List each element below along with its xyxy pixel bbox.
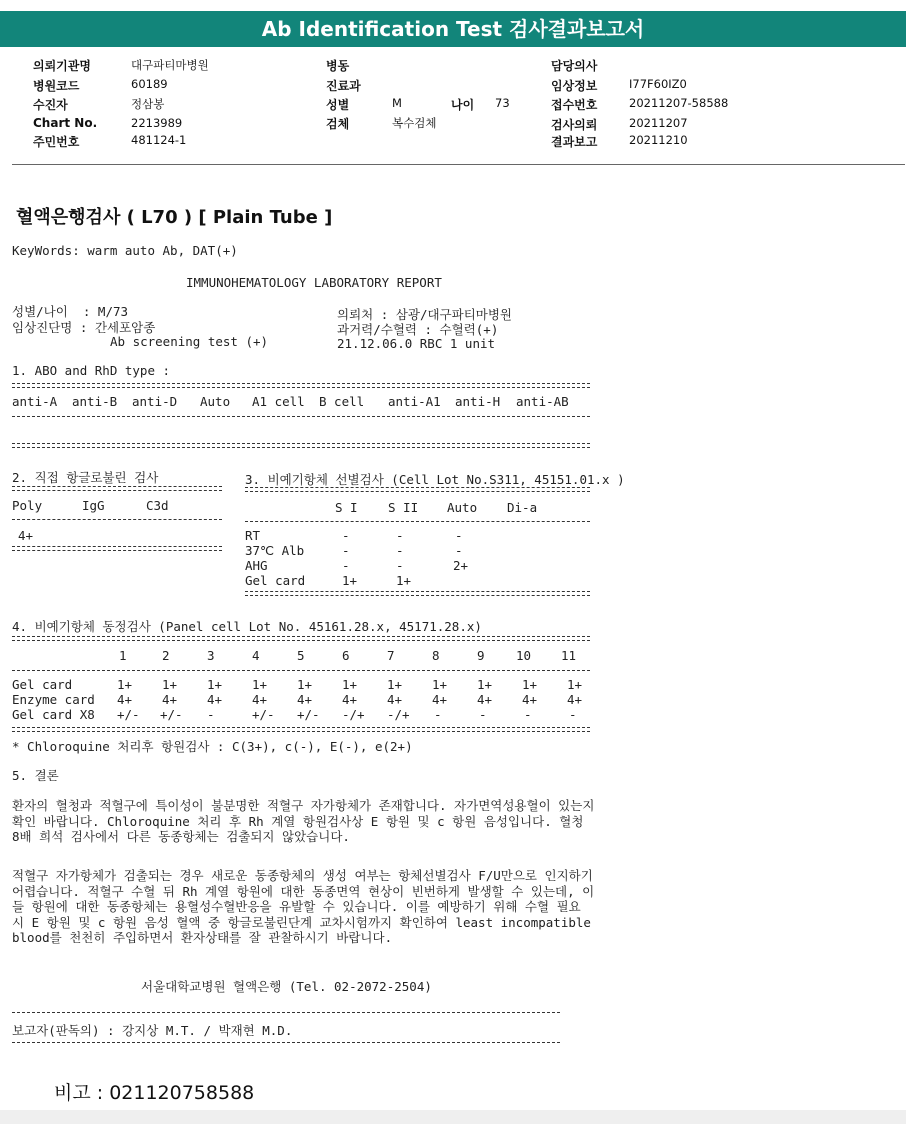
panel-col-header: 11 bbox=[561, 648, 577, 663]
abo-header: A1 cell bbox=[252, 394, 305, 409]
diagnosis: 임상진단명 : 간세포암종 bbox=[12, 320, 156, 335]
panel-col-header: 8 bbox=[432, 648, 440, 663]
double-rule bbox=[245, 591, 590, 596]
panel-cell: 1+ bbox=[117, 677, 133, 692]
panel-cell: - bbox=[524, 707, 532, 722]
dat-header: C3d bbox=[146, 498, 169, 513]
screen-row-label: AHG bbox=[245, 558, 268, 573]
double-rule bbox=[12, 636, 590, 641]
section2-title: 2. 직접 항글로불린 검사 bbox=[12, 470, 159, 485]
screen-cell: - bbox=[342, 528, 350, 543]
panel-cell: 4+ bbox=[162, 692, 178, 707]
panel-cell: - bbox=[207, 707, 215, 722]
abo-header: anti-D bbox=[132, 394, 178, 409]
double-rule bbox=[12, 443, 590, 448]
panel-col-header: 9 bbox=[477, 648, 485, 663]
lab-title: IMMUNOHEMATOLOGY LABORATORY REPORT bbox=[186, 275, 442, 290]
dat-header: Poly bbox=[12, 498, 43, 513]
abo-header: anti-A1 bbox=[388, 394, 441, 409]
double-rule bbox=[12, 546, 222, 551]
panel-cell: 1+ bbox=[342, 677, 358, 692]
report-banner: Ab Identification Test 검사결과보고서 bbox=[0, 11, 906, 47]
screen-cell: 1+ bbox=[396, 573, 412, 588]
section1-title: 1. ABO and RhD type : bbox=[12, 363, 171, 378]
panel-cell: +/- bbox=[297, 707, 320, 722]
panel-row-label: Gel card bbox=[12, 677, 73, 692]
panel-cell: 1+ bbox=[297, 677, 313, 692]
panel-cell: 1+ bbox=[252, 677, 268, 692]
screen-cell: - bbox=[342, 558, 350, 573]
panel-cell: 1+ bbox=[432, 677, 448, 692]
panel-cell: 4+ bbox=[252, 692, 268, 707]
panel-cell: +/- bbox=[160, 707, 183, 722]
rbc-unit: 21.12.06.0 RBC 1 unit bbox=[337, 336, 496, 351]
referrer: 의뢰처 : 삼광/대구파티마병원 bbox=[337, 307, 513, 322]
panel-cell: +/- bbox=[252, 707, 275, 722]
panel-cell: 4+ bbox=[522, 692, 538, 707]
screen-header: Di-a bbox=[507, 500, 538, 515]
panel-row-label: Gel card X8 bbox=[12, 707, 95, 722]
abo-header: B cell bbox=[319, 394, 365, 409]
abo-header: anti-AB bbox=[516, 394, 569, 409]
keywords: KeyWords: warm auto Ab, DAT(+) bbox=[12, 243, 238, 258]
panel-cell: - bbox=[479, 707, 487, 722]
section4-title: 4. 비예기항체 동정검사 (Panel cell Lot No. 45161.28.x, 45171.28.x) bbox=[12, 619, 482, 634]
hospital-contact: 서울대학교병원 혈액은행 (Tel. 02-2072-2504) bbox=[141, 979, 432, 994]
rule bbox=[245, 521, 590, 522]
panel-col-header: 2 bbox=[162, 648, 170, 663]
rule bbox=[12, 519, 222, 520]
double-rule bbox=[12, 383, 590, 388]
rule bbox=[12, 1012, 560, 1013]
panel-col-header: 4 bbox=[252, 648, 260, 663]
abo-header: anti-H bbox=[455, 394, 501, 409]
header-divider bbox=[12, 164, 905, 165]
reporter: 보고자(판독의) : 강지상 M.T. / 박재현 M.D. bbox=[12, 1023, 293, 1038]
panel-col-header: 6 bbox=[342, 648, 350, 663]
panel-cell: 1+ bbox=[567, 677, 583, 692]
report-page: Ab Identification Test 검사결과보고서 의뢰기관명 대구파티마병원 병원코드 60189 수진자 정삼봉 Chart No. 2213989 주민번호 481124-1 병동 진료과 성별 M 검체 복수검체 나이 73 담당의사 임상정보 I77F60IZ0 접수번호 20211207-58588 검사의뢰 20211207 결과보고 20211210 혈액은행검사 ( L70 ) [ Plain Tube ] KeyWords: warm auto Ab, DAT(+) IMMUNOHEMATOLOGY LABORATORY REPORT 성별/나이 : M/73 임상진단명 : 간세포암종 Ab screening test (+) 의뢰처 : 삼광/대구파티마병원 과거력/수혈력 : 수혈력(+) 21.12.06.0 RBC 1 unit 1. ABO and RhD type : anti-A anti-B anti-D Auto A1 cell B cell anti-A1 anti-H anti-AB 2. 직접 항글로불린 검사 Poly IgG C3d 4+ 3. 비예기항체 선별검사 (Cell Lot No.S311, 45151.01.x ) S I S II Auto Di-a RT - - - 37℃ Alb - - - AHG - - 2+ Gel card 1+ 1+ 4. 비예기항체 동정검사 (Panel cell Lot No. 45161.28.x, 45171.28.x) 1 2 3 4 5 6 7 8 9 10 11 Gel card 1+ 1+ 1+ 1+ 1+ 1+ 1+ 1+ 1+ 1+ 1+ Enzyme card 4+ 4+ 4+ 4+ 4+ 4+ 4+ 4+ 4+ 4+ 4+ Gel card X8 +/- +/- - +/- +/- -/+ -/+ - - - - * Chloroquine 처리후 항원검사 : C(3+), c(-), E(-), e(2+) 5. 결론 환자의 혈청과 적혈구에 특이성이 불분명한 적혈구 자가항체가 존재합니다. 자가면역성용혈이 있는지 확인 바랍니다. Chloroquine 처리 후 Rh 계열 항원검사상 E 항원 및 c 항원 음성입니다. 혈청 8배 희석 검사에서 다른 동종항체는 검출되지 않았습니다. 적혈구 자가항체가 검출되는 경우 새로운 동종항체의 생성 여부는 항체선별검사 F/U만으로 인지하기 어렵습니다. 적혈구 수혈 뒤 Rh 계열 항원에 대한 동종면역 현상이 빈번하게 발생할 수 있는데, 이들 항원에 대한 동종항체는 용혈성수혈반응을 유발할 수 있습니다. 이를 예방하기 위해 수혈 필요 시 E 항원 및 c 항원 음성 혈액 중 항글로불린단계 교차시험까지 확인하여 least incompatible blood를 천천히 주입하면서 환자상태를 잘 관찰하시기 바랍니다. 서울대학교병원 혈액은행 (Tel. 02-2072-2504) 보고자(판독의) : 강지상 M.T. / 박재현 M.D. 비고 : 021120758588 bbox=[0, 0, 906, 1110]
screen-cell: 2+ bbox=[453, 558, 469, 573]
panel-cell: 1+ bbox=[387, 677, 403, 692]
screen-cell: 1+ bbox=[342, 573, 358, 588]
transfusion-history: 과거력/수혈력 : 수혈력(+) bbox=[337, 322, 499, 337]
panel-row-label: Enzyme card bbox=[12, 692, 95, 707]
screen-header: Auto bbox=[447, 500, 478, 515]
panel-cell: 4+ bbox=[342, 692, 358, 707]
screen-row-label: RT bbox=[245, 528, 261, 543]
panel-col-header: 3 bbox=[207, 648, 215, 663]
panel-cell: 1+ bbox=[522, 677, 538, 692]
rule bbox=[12, 1042, 560, 1043]
panel-cell: 4+ bbox=[387, 692, 403, 707]
abo-header: anti-B bbox=[72, 394, 118, 409]
dat-header: IgG bbox=[82, 498, 105, 513]
panel-cell: 4+ bbox=[207, 692, 223, 707]
section3-title: 3. 비예기항체 선별검사 (Cell Lot No.S311, 45151.01.x ) bbox=[245, 472, 625, 487]
panel-cell: -/+ bbox=[342, 707, 365, 722]
abo-header: anti-A bbox=[12, 394, 58, 409]
rule bbox=[12, 416, 590, 417]
chloroquine-note: * Chloroquine 처리후 항원검사 : C(3+), c(-), E(-), e(2+) bbox=[12, 739, 413, 754]
panel-col-header: 10 bbox=[516, 648, 532, 663]
panel-cell: 4+ bbox=[117, 692, 133, 707]
panel-col-header: 7 bbox=[387, 648, 395, 663]
double-rule bbox=[12, 486, 222, 491]
screen-row-label: Gel card bbox=[245, 573, 306, 588]
panel-cell: 1+ bbox=[207, 677, 223, 692]
panel-cell: +/- bbox=[117, 707, 140, 722]
panel-cell: 4+ bbox=[477, 692, 493, 707]
panel-cell: 4+ bbox=[297, 692, 313, 707]
screen-cell: - bbox=[455, 528, 463, 543]
panel-cell: 4+ bbox=[567, 692, 583, 707]
screen-cell: - bbox=[396, 528, 404, 543]
screen-cell: - bbox=[455, 543, 463, 558]
screen-result: Ab screening test (+) bbox=[110, 334, 269, 349]
double-rule bbox=[12, 727, 590, 732]
panel-col-header: 1 bbox=[119, 648, 127, 663]
rule bbox=[12, 670, 590, 671]
screen-header: S I bbox=[335, 500, 358, 515]
sex-age: 성별/나이 : M/73 bbox=[12, 304, 129, 319]
double-rule bbox=[245, 487, 590, 492]
footer-note: 비고 : 021120758588 bbox=[54, 1082, 255, 1104]
conclusion-paragraph: 환자의 혈청과 적혈구에 특이성이 불분명한 적혈구 자가항체가 존재합니다. 자가면역성용혈이 있는지 확인 바랍니다. Chloroquine 처리 후 Rh 계열 항원검사상 E 항원 및 c 항원 음성입니다. 혈청 8배 희석 검사에서 다른 동종항체는 검출되지 않았습니다. bbox=[12, 798, 595, 844]
abo-header: Auto bbox=[200, 394, 231, 409]
screen-row-label: 37℃ Alb bbox=[245, 543, 305, 558]
screen-cell: - bbox=[396, 543, 404, 558]
screen-header: S II bbox=[388, 500, 419, 515]
dat-value: 4+ bbox=[18, 528, 34, 543]
panel-cell: - bbox=[434, 707, 442, 722]
panel-cell: 1+ bbox=[162, 677, 178, 692]
screen-cell: - bbox=[396, 558, 404, 573]
conclusion-paragraph: 적혈구 자가항체가 검출되는 경우 새로운 동종항체의 생성 여부는 항체선별검사 F/U만으로 인지하기 어렵습니다. 적혈구 수혈 뒤 Rh 계열 항원에 대한 동종면역 현상이 빈번하게 발생할 수 있는데, 이들 항원에 대한 동종항체는 용혈성수혈반응을 유발할 수 있습니다. 이를 예방하기 위해 수혈 필요 시 E 항원 및 c 항원 음성 혈액 중 항글로불린단계 교차시험까지 확인하여 least incompatible blood를 천천히 주입하면서 환자상태를 잘 관찰하시기 바랍니다. bbox=[12, 868, 595, 945]
panel-col-header: 5 bbox=[297, 648, 305, 663]
panel-cell: -/+ bbox=[387, 707, 410, 722]
panel-cell: - bbox=[569, 707, 577, 722]
screen-cell: - bbox=[342, 543, 350, 558]
panel-cell: 4+ bbox=[432, 692, 448, 707]
section5-title: 5. 결론 bbox=[12, 768, 59, 783]
panel-cell: 1+ bbox=[477, 677, 493, 692]
report-title: 혈액은행검사 ( L70 ) [ Plain Tube ] bbox=[16, 207, 333, 228]
